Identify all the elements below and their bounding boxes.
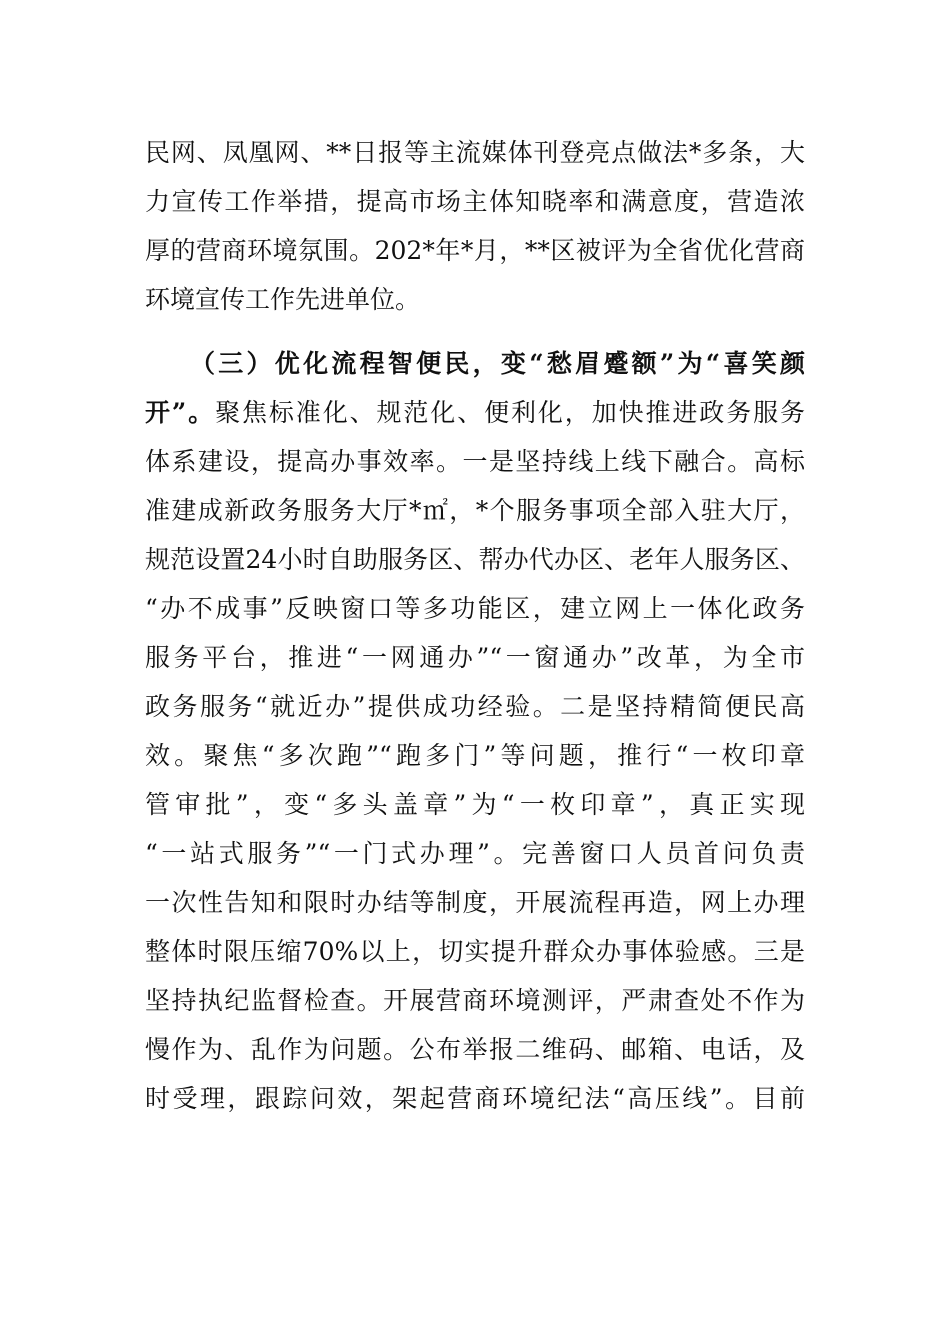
text-line: “一站式服务”“一门式办理”。完善窗口人员首问负责 [145, 839, 805, 868]
text-line: 厚的营商环境氛围。202*年*月，**区被评为全省优化营商 [145, 236, 805, 265]
text-line: 效。聚焦“多次跑”“跑多门”等问题，推行“一枚印章 [145, 741, 805, 770]
text-line: 管审批”，变“多头盖章”为“一枚印章”，真正实现 [145, 790, 805, 819]
text-line: 一次性告知和限时办结等制度，开展流程再造，网上办理 [145, 888, 805, 917]
text-line: 时受理，跟踪问效，架起营商环境纪法“高压线”。目前 [145, 1084, 805, 1113]
text-line [145, 393, 805, 433]
section-heading-end: 开”。 [145, 398, 216, 427]
text-line: 准建成新政务服务大厅*㎡，*个服务事项全部入驻大厅， [145, 496, 805, 525]
text-line: 力宣传工作举措，提高市场主体知晓率和满意度，营造浓 [145, 187, 805, 216]
text-line: 服务平台，推进“一网通办”“一窗通办”改革，为全市 [145, 643, 805, 672]
text-line: 环境宣传工作先进单位。 [145, 285, 421, 314]
section-heading: （三）优化流程智便民，变“愁眉蹙额”为“喜笑颜 [190, 349, 805, 378]
text-line: 慢作为、乱作为问题。公布举报二维码、邮箱、电话，及 [145, 1035, 805, 1064]
text-line: “办不成事”反映窗口等多功能区，建立网上一体化政务 [145, 594, 805, 623]
text-line: 规范设置24小时自助服务区、帮办代办区、老年人服务区、 [145, 545, 805, 574]
text-line: 坚持执纪监督检查。开展营商环境测评，严肃查处不作为 [145, 986, 805, 1015]
text-run: 聚焦标准化、规范化、便利化，加快推进政务服务 [215, 398, 805, 427]
text-line: 政务服务“就近办”提供成功经验。二是坚持精简便民高 [145, 692, 805, 721]
text-line: 民网、凤凰网、**日报等主流媒体刊登亮点做法*多条，大 [145, 138, 805, 167]
text-line: 整体时限压缩70%以上，切实提升群众办事体验感。三是 [145, 937, 805, 966]
text-line: 体系建设，提高办事效率。一是坚持线上线下融合。高标 [145, 447, 805, 476]
